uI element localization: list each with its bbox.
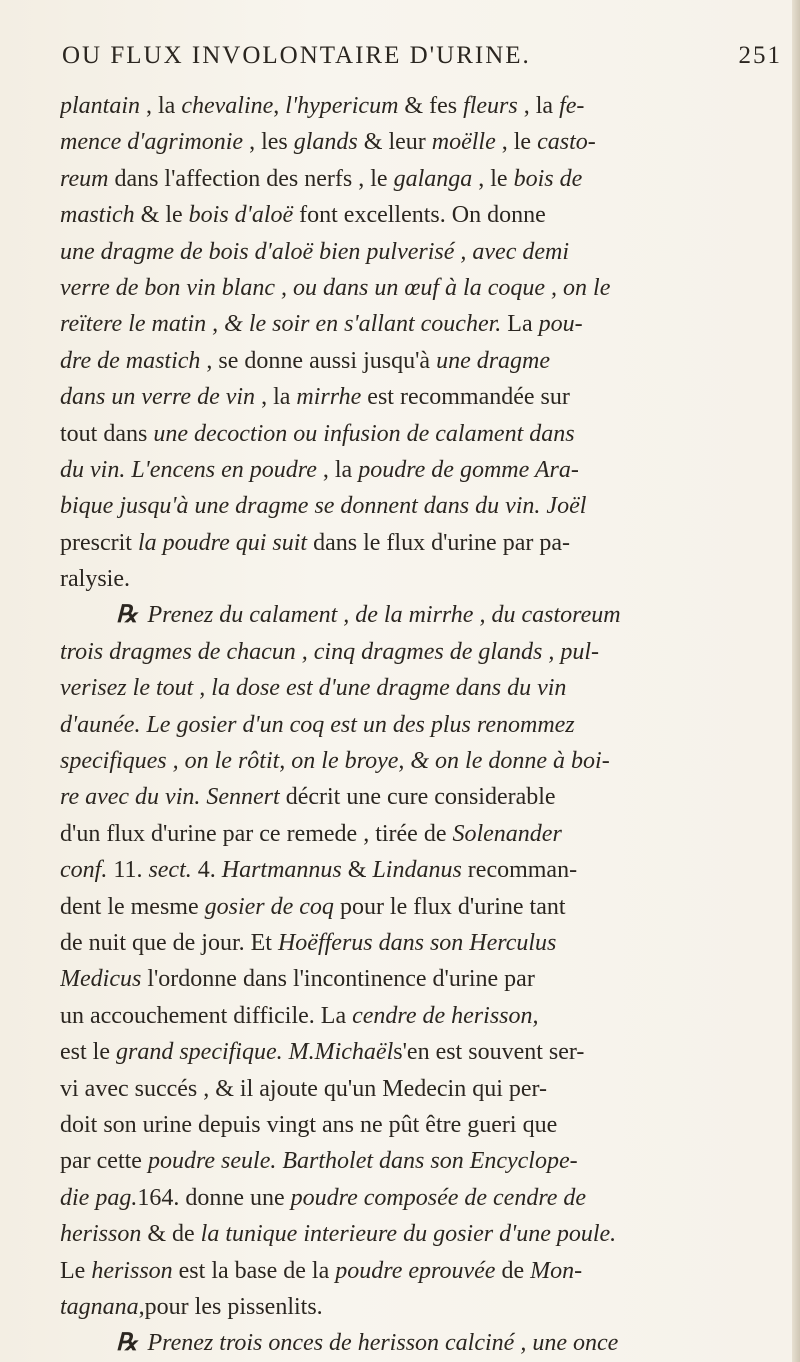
text-line (60, 998, 786, 1034)
italic-text: une dragme de bois d'aloë bien pulverisé , avec demi (60, 238, 569, 265)
text-line (60, 1180, 786, 1216)
page-edge-shadow (792, 0, 800, 1362)
italic-text: verisez le tout , la dose est d'une dragme dans du vin (60, 675, 567, 702)
text-span: dans le flux d'urine par pa- (307, 529, 570, 556)
page-header (62, 42, 782, 82)
italic-text: mirrhe (296, 384, 362, 411)
text-line (60, 343, 786, 379)
italic-text: glands (293, 129, 358, 156)
text-span: & leur (357, 129, 432, 156)
text-span: ,pour les pissenlits. (138, 1293, 323, 1320)
italic-text: moëlle (431, 129, 496, 156)
text-line (60, 852, 786, 888)
text-line (60, 416, 786, 452)
text-span: pour le flux d'urine tant (333, 893, 566, 920)
text-line (60, 1107, 786, 1143)
text-span: dent le mesme (60, 893, 205, 920)
italic-text: reïtere le matin , & le soir en s'allant coucher. (60, 311, 502, 338)
text-span: & le (134, 202, 189, 229)
italic-text: gosier de coq (204, 893, 334, 920)
page-number: 251 (738, 42, 782, 69)
text-line (60, 670, 786, 706)
italic-text: bois d'aloë (188, 202, 294, 229)
running-title: OU FLUX INVOLONTAIRE D'URINE. (62, 42, 531, 69)
italic-text: plantain (60, 93, 141, 119)
text-span: doit son urine depuis vingt ans ne pût être gueri que (60, 1111, 558, 1138)
text-span: est la base de la (172, 1257, 336, 1284)
text-line (60, 889, 786, 925)
italic-text: trois dragmes de chacun , cinq dragmes de glands , pul- (60, 638, 600, 665)
text-line (60, 124, 786, 160)
italic-text: conf. (60, 857, 108, 884)
italic-text: une decoction ou infusion de calament dans (153, 420, 575, 447)
text-span: , la (255, 384, 297, 411)
italic-text: Mon- (530, 1257, 583, 1284)
italic-text: herisson (60, 1221, 142, 1248)
text-span: , les (243, 129, 294, 156)
text-span: d'un flux d'urine par ce remede , tirée de (60, 820, 453, 847)
italic-text: dans un verre de vin (60, 384, 256, 411)
italic-text: Solenander (452, 820, 562, 847)
text-line (60, 270, 786, 306)
text-span: dans l'affection des nerfs , le (108, 165, 394, 192)
italic-text: tagnana (60, 1293, 139, 1320)
text-span: , le (472, 165, 514, 192)
text-span: & de (141, 1221, 201, 1248)
italic-text: d'aunée. Le gosier d'un coq est un des plus renommez (60, 711, 575, 738)
text-span: décrit une cure considerable (279, 784, 556, 811)
italic-text: cendre de herisson, (352, 1002, 539, 1029)
text-line (60, 1289, 786, 1325)
italic-text: bois de (513, 165, 583, 192)
italic-text: reum (60, 165, 109, 192)
text-line (60, 1071, 786, 1107)
text-span: 11. (107, 857, 149, 884)
text-span: , la (316, 456, 359, 483)
italic-text: Lindanus (372, 857, 462, 884)
italic-text: poudre composée de cendre de (290, 1184, 587, 1211)
text-span: , le (495, 129, 538, 156)
italic-text: bique jusqu'à une dragme se donnent dans du vin. Joël (60, 493, 587, 520)
text-line (60, 597, 786, 633)
italic-text: verre de bon vin blanc , ou dans un œuf à la coque , on le (60, 274, 611, 301)
italic-text: fe- (559, 93, 585, 119)
text-line (60, 161, 786, 197)
text-span: , (273, 93, 286, 119)
text-span: de nuit que de jour. Et (60, 929, 278, 956)
text-line (60, 779, 786, 815)
text-line (60, 1143, 786, 1179)
text-line (60, 452, 786, 488)
text-span: est le (60, 1039, 116, 1066)
text-span: tout dans (60, 420, 154, 447)
text-span: vi avec succés , & il ajoute qu'un Medecin qui per- (60, 1075, 548, 1102)
italic-text: Hartmannus (221, 857, 342, 884)
text-span: prescrit (60, 529, 138, 556)
text-span: 4. (191, 857, 222, 884)
text-span: ralysie. (60, 566, 130, 593)
text-span: , se donne aussi jusqu'à (200, 347, 437, 374)
italic-text: Medicus (60, 966, 142, 993)
italic-text: une dragme (436, 347, 551, 374)
text-span: un accouchement difficile. La (60, 1002, 353, 1029)
italic-text: chevaline (181, 93, 274, 119)
italic-text: la tunique interieure du gosier d'une poule. (200, 1221, 617, 1248)
text-line (60, 925, 786, 961)
text-span: est recommandée sur (361, 384, 570, 411)
italic-text: la poudre qui suit (137, 529, 308, 556)
italic-text: sect. (148, 857, 192, 884)
italic-text: pou- (538, 311, 583, 338)
recipe-symbol: ℞ (116, 1330, 138, 1357)
text-line (60, 197, 786, 233)
italic-text: poudre eprouvée (335, 1257, 496, 1284)
text-span: s'en est souvent ser- (393, 1039, 585, 1066)
recipe-symbol: ℞ (116, 602, 138, 629)
italic-text: specifiques , on le rôtit, on le broye, & on le donne à boi- (60, 748, 610, 775)
italic-text: Prenez trois onces de herisson calciné , une once (147, 1330, 619, 1357)
text-line (60, 1253, 786, 1289)
text-line (60, 1325, 786, 1361)
text-span: Le (60, 1257, 92, 1284)
text-span: , la (140, 93, 182, 119)
italic-text: die pag. (60, 1184, 138, 1211)
italic-text: mence d'agrimonie (60, 129, 244, 156)
italic-text: poudre de gomme Ara- (358, 456, 579, 483)
italic-text: galanga (393, 165, 473, 192)
italic-text: dre de mastich (60, 347, 201, 374)
text-span: font excellents. On donne (293, 202, 546, 229)
text-line (60, 743, 786, 779)
italic-text: re avec du vin. Sennert (60, 784, 280, 811)
text-span: 164. donne une (137, 1184, 291, 1211)
text-line (60, 488, 786, 524)
text-line (60, 306, 786, 342)
italic-text: grand specifique. M.Michaël (115, 1039, 394, 1066)
text-span: recomman- (461, 857, 578, 884)
italic-text: Hoëfferus dans son Herculus (277, 929, 557, 956)
italic-text: fleurs (463, 93, 518, 119)
text-line (60, 816, 786, 852)
text-line (60, 634, 786, 670)
italic-text: casto- (537, 129, 596, 156)
italic-text: herisson (91, 1257, 173, 1284)
italic-text: Prenez du calament , de la mirrhe , du castoreum (147, 602, 621, 629)
text-line (60, 707, 786, 743)
italic-text: l'hypericum (285, 93, 399, 119)
text-line (60, 234, 786, 270)
text-span: & (341, 857, 373, 884)
text-line (60, 88, 786, 124)
text-line (60, 1216, 786, 1252)
text-span: & fes (398, 93, 464, 119)
text-line (60, 525, 786, 561)
italic-text: poudre seule. Bartholet dans son Encyclope- (147, 1148, 578, 1175)
text-span: , la (517, 93, 560, 119)
italic-text: mastich (60, 202, 135, 229)
text-span: La (501, 311, 539, 338)
italic-text: du vin. L'encens en poudre (60, 456, 317, 483)
text-span: par cette (60, 1148, 148, 1175)
body-text (60, 88, 786, 1362)
text-line (60, 961, 786, 997)
text-line (60, 561, 786, 597)
text-line (60, 379, 786, 415)
text-span: de (495, 1257, 531, 1284)
text-line (60, 1034, 786, 1070)
text-span: l'ordonne dans l'incontinence d'urine par (141, 966, 535, 993)
